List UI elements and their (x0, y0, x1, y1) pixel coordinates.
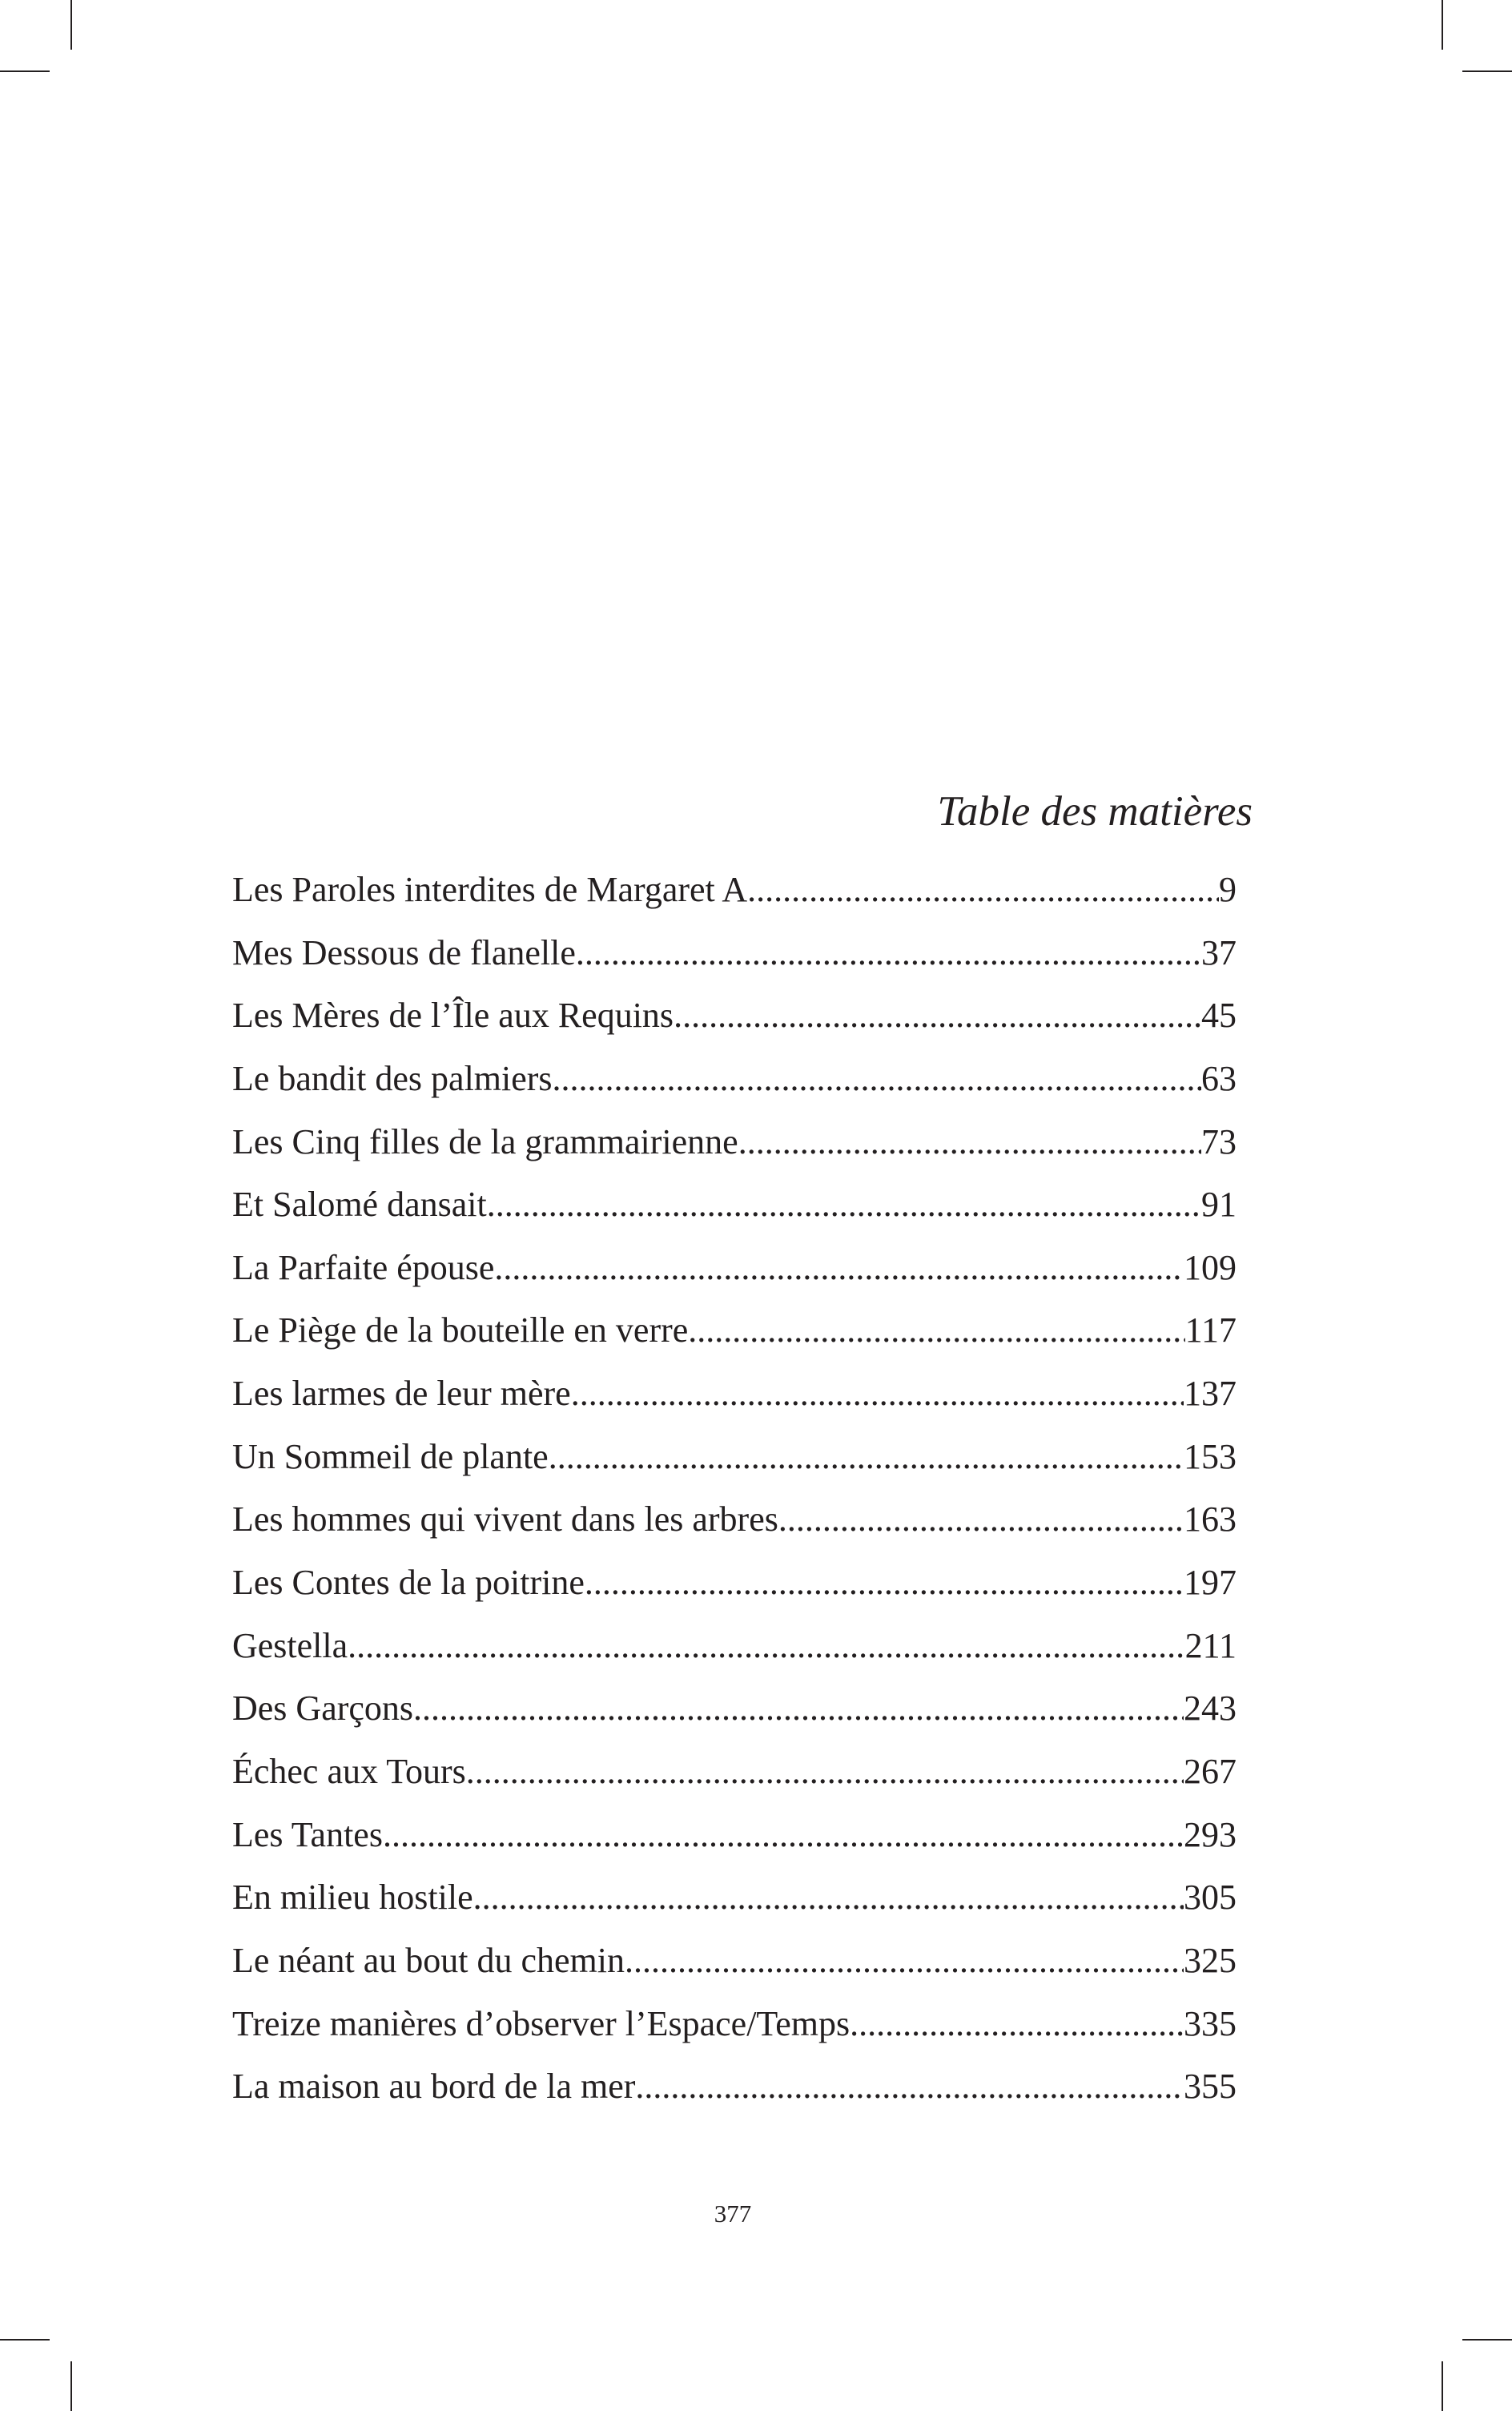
dot-leader (487, 1180, 1201, 1230)
crop-mark (1462, 70, 1512, 72)
crop-mark (1442, 0, 1443, 50)
dot-leader (549, 1432, 1184, 1482)
toc-entry-page: 109 (1184, 1247, 1237, 1287)
toc-entry-page: 9 (1219, 870, 1237, 909)
toc-entry-page: 267 (1184, 1751, 1237, 1791)
page-number: 377 (714, 2200, 752, 2228)
toc-entry-title: La Parfaite épouse (232, 1247, 495, 1287)
toc-entry-title: La maison au bord de la mer (232, 2067, 636, 2107)
dot-leader (778, 1495, 1184, 1544)
dot-leader (473, 1873, 1184, 1922)
toc-entry (232, 1558, 1237, 1621)
toc-entry-title: Le Piège de la bouteille en verre (232, 1310, 689, 1350)
dot-leader (625, 1936, 1184, 1986)
toc-entry-title: Les Contes de la poitrine (232, 1563, 585, 1603)
dot-leader (635, 2062, 1184, 2111)
dot-leader (413, 1684, 1184, 1733)
crop-mark (70, 0, 72, 50)
dot-leader (756, 865, 1219, 915)
crop-mark (0, 2339, 50, 2341)
dot-leader (738, 1117, 1201, 1167)
toc-entry (232, 1999, 1237, 2063)
toc-entry (232, 1684, 1237, 1747)
page-title: Table des matières (937, 788, 1253, 835)
toc-entry-page: 163 (1184, 1499, 1237, 1540)
dot-leader (674, 991, 1201, 1040)
toc-entry-page: 63 (1201, 1058, 1237, 1098)
dot-leader (571, 1369, 1184, 1419)
dot-leader (383, 1810, 1184, 1860)
toc-entry (232, 1873, 1237, 1936)
toc-entry-title: Les Mères de l’Île aux Requins (232, 996, 674, 1036)
toc-entry (232, 1747, 1237, 1810)
toc-entry-title: Gestella (232, 1625, 348, 1665)
toc-entry-title: Un Sommeil de plante (232, 1436, 549, 1476)
toc-entry-page: 293 (1184, 1814, 1237, 1854)
toc-list (232, 865, 1237, 2125)
toc-entry-title: En milieu hostile (232, 1878, 473, 1918)
toc-entry-title: Le néant au bout du chemin (232, 1940, 625, 1980)
dot-leader (348, 1621, 1184, 1671)
toc-entry-title: Treize manières d’observer l’Espace/Temps (232, 2003, 850, 2043)
toc-entry-page: 91 (1201, 1185, 1237, 1225)
dot-leader (850, 1999, 1184, 2049)
dot-leader (466, 1747, 1184, 1797)
toc-entry-title: Les Tantes (232, 1814, 383, 1854)
toc-entry-title: Les larmes de leur mère (232, 1374, 571, 1414)
dot-leader (576, 928, 1201, 978)
toc-entry (232, 1936, 1237, 1999)
toc-entry (232, 865, 1237, 928)
toc-entry-title: Les Paroles interdites de Margaret A. (232, 870, 757, 909)
toc-entry (232, 1180, 1237, 1243)
crop-mark (1462, 2339, 1512, 2341)
toc-entry-title: Et Salomé dansait (232, 1185, 487, 1225)
toc-entry (232, 1054, 1237, 1117)
crop-mark (70, 2361, 72, 2411)
toc-entry-title: Mes Dessous de flanelle (232, 932, 576, 972)
toc-entry (232, 1432, 1237, 1495)
toc-entry-page: 73 (1201, 1121, 1237, 1161)
dot-leader (553, 1054, 1201, 1104)
toc-entry (232, 1369, 1237, 1432)
toc-entry (232, 2062, 1237, 2125)
toc-entry-page: 45 (1201, 996, 1237, 1036)
toc-entry-page: 355 (1184, 2067, 1237, 2107)
toc-entry (232, 1810, 1237, 1874)
toc-entry-page: 305 (1184, 1878, 1237, 1918)
toc-entry (232, 1117, 1237, 1181)
toc-entry (232, 1621, 1237, 1684)
toc-entry-title: Les Cinq filles de la grammairienne (232, 1121, 738, 1161)
toc-entry (232, 991, 1237, 1054)
toc-entry-page: 211 (1184, 1625, 1237, 1665)
dot-leader (688, 1306, 1184, 1355)
crop-mark (1442, 2361, 1443, 2411)
toc-entry-page: 153 (1184, 1436, 1237, 1476)
toc-entry-page: 117 (1184, 1310, 1237, 1350)
toc-entry-title: Des Garçons (232, 1689, 414, 1729)
toc-entry (232, 1306, 1237, 1369)
toc-entry-page: 37 (1201, 932, 1237, 972)
toc-entry-title: Échec aux Tours (232, 1751, 466, 1791)
toc-entry-title: Le bandit des palmiers (232, 1058, 553, 1098)
toc-entry-page: 325 (1184, 1940, 1237, 1980)
dot-leader (585, 1558, 1184, 1608)
toc-entry-page: 137 (1184, 1374, 1237, 1414)
toc-entry (232, 1495, 1237, 1558)
toc-entry (232, 1243, 1237, 1306)
toc-entry-title: Les hommes qui vivent dans les arbres (232, 1499, 778, 1540)
toc-entry (232, 928, 1237, 992)
toc-entry-page: 243 (1184, 1689, 1237, 1729)
toc-entry-page: 197 (1184, 1563, 1237, 1603)
crop-mark (0, 70, 50, 72)
toc-entry-page: 335 (1184, 2003, 1237, 2043)
dot-leader (494, 1243, 1184, 1293)
